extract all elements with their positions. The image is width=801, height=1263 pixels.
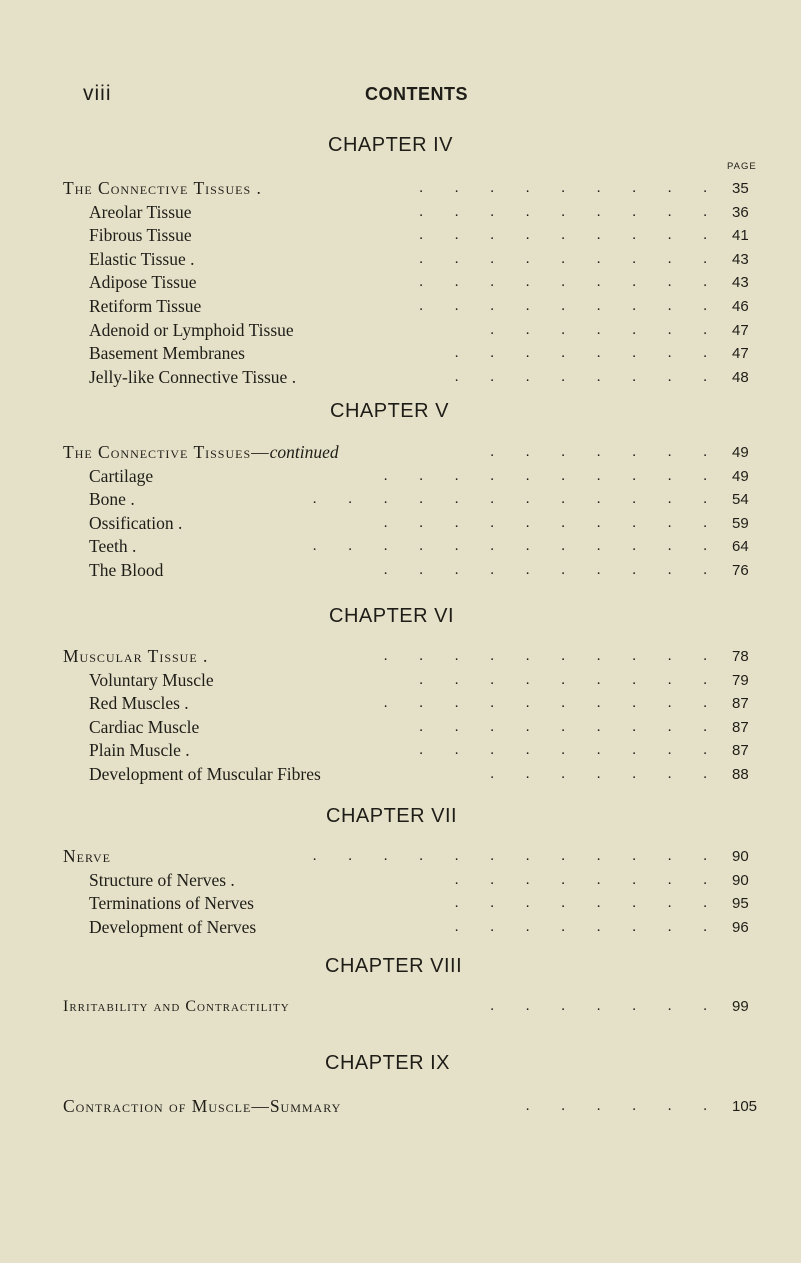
toc-entry[interactable] [0, 645, 801, 669]
toc-entry[interactable] [0, 763, 801, 787]
entry-label: Adenoid or Lymphoid Tissue [89, 319, 294, 340]
page-column-label: PAGE [727, 161, 757, 172]
chapter-heading: CHAPTER V [330, 400, 449, 422]
entry-label: Basement Membranes [89, 343, 245, 364]
leader-dots: . . . . . . . . [454, 368, 721, 385]
entry-page: 43 [732, 250, 749, 268]
entry-label: Elastic Tissue . [89, 248, 195, 269]
toc-entry[interactable] [0, 271, 801, 295]
entry-page: 48 [732, 368, 749, 386]
entry-page: 49 [732, 444, 749, 461]
entry-label: Cardiac Muscle [89, 716, 200, 737]
entry-page: 96 [732, 918, 749, 936]
entry-label: The Connective Tissues . [63, 178, 262, 198]
entry-page: 76 [732, 561, 749, 579]
toc-entry[interactable] [0, 488, 801, 512]
leader-dots: . . . . . . . . . . . . [312, 491, 721, 508]
entry-page: 59 [732, 514, 749, 532]
chapter-heading: CHAPTER IX [325, 1052, 451, 1074]
leader-dots: . . . . . . . . . [419, 742, 721, 759]
leader-dots: . . . . . . . . [454, 918, 721, 935]
toc-entry[interactable] [0, 716, 801, 740]
running-title: CONTENTS [365, 84, 468, 104]
leader-dots: . . . . . . . . . . [383, 467, 721, 484]
toc-entry[interactable] [0, 295, 801, 319]
leader-dots: . . . . . . . . . [419, 203, 721, 220]
toc-entry[interactable] [0, 224, 801, 248]
toc-entry[interactable] [0, 669, 801, 693]
entry-page: 90 [732, 871, 749, 889]
entry-label: Teeth . [89, 536, 137, 557]
entry-label: Bone . [89, 489, 135, 510]
entry-page: 47 [732, 345, 749, 363]
leader-dots: . . . . . . [525, 1098, 721, 1114]
leader-dots: . . . . . . . . . [419, 718, 721, 735]
entry-label: Fibrous Tissue [89, 225, 192, 246]
entry-label: Retiform Tissue [89, 295, 202, 316]
entry-label: Nerve [63, 846, 112, 866]
entry-label: Terminations of Nerves [89, 893, 254, 914]
entry-page: 87 [732, 718, 749, 736]
leader-dots: . . . . . . . [490, 321, 721, 338]
toc-entry[interactable] [0, 845, 801, 869]
leader-dots: . . . . . . . . . . . . [312, 848, 721, 864]
chapter-heading: CHAPTER IV [328, 134, 454, 156]
leader-dots: . . . . . . . . . [419, 180, 721, 196]
entry-page: 41 [732, 227, 749, 245]
leader-dots: . . . . . . . . . . [383, 514, 721, 531]
entry-label: Development of Nerves [89, 916, 257, 937]
entry-page: 90 [732, 848, 749, 865]
entry-page: 54 [732, 491, 749, 509]
entry-label-continued: continued [269, 442, 339, 462]
chapter-heading: CHAPTER VI [329, 605, 455, 627]
toc-entry[interactable] [0, 342, 801, 366]
entry-label: Plain Muscle . [89, 740, 190, 761]
toc-entry[interactable] [0, 995, 801, 1019]
leader-dots: . . . . . . . . [454, 871, 721, 888]
toc-entry[interactable] [0, 535, 801, 559]
entry-page: 79 [732, 671, 749, 689]
entry-page: 43 [732, 274, 749, 292]
toc-entry[interactable] [0, 465, 801, 489]
entry-label: Voluntary Muscle [89, 669, 214, 690]
entry-label: Cartilage [89, 465, 154, 486]
toc-entry[interactable] [0, 366, 801, 390]
leader-dots: . . . . . . . . [454, 345, 721, 362]
toc-entry[interactable] [0, 248, 801, 272]
entry-label: Irritability and Contractility [63, 998, 290, 1015]
toc-entry[interactable] [0, 892, 801, 916]
entry-page: 49 [732, 467, 749, 485]
entry-page: 47 [732, 321, 749, 339]
entry-page: 88 [732, 765, 749, 783]
leader-dots: . . . . . . . . . [419, 227, 721, 244]
toc-entry[interactable] [0, 201, 801, 225]
entry-label: Ossification . [89, 512, 183, 533]
toc-entry[interactable] [0, 1095, 801, 1119]
toc-entry[interactable] [0, 441, 801, 465]
entry-label: Development of Muscular Fibres [89, 763, 321, 784]
toc-entry[interactable] [0, 177, 801, 201]
toc-entry[interactable] [0, 559, 801, 583]
leader-dots: . . . . . . . [490, 765, 721, 782]
entry-label: Jelly-like Connective Tissue . [89, 366, 297, 387]
entry-label [63, 441, 339, 465]
entry-page: 95 [732, 895, 749, 913]
entry-label: Red Muscles . [89, 693, 189, 714]
entry-label: Structure of Nerves . [89, 869, 235, 890]
entry-page: 105 [732, 1098, 758, 1115]
entry-label: Adipose Tissue [89, 272, 197, 293]
leader-dots: . . . . . . . . . . [383, 648, 721, 664]
toc-entry[interactable] [0, 512, 801, 536]
toc-entry[interactable] [0, 869, 801, 893]
entry-page: 64 [732, 538, 749, 556]
toc-entry[interactable] [0, 739, 801, 763]
entry-label-main: The Connective Tissues— [63, 442, 270, 462]
chapter-heading: CHAPTER VIII [325, 955, 463, 977]
leader-dots: . . . . . . . . [454, 895, 721, 912]
entry-label-text: Contraction of Muscle—Summary [63, 1096, 342, 1116]
running-head [63, 78, 763, 108]
entry-page: 87 [732, 695, 749, 713]
page-number: viii [83, 82, 112, 105]
toc-entry[interactable] [0, 319, 801, 343]
entry-label: Muscular Tissue . [63, 646, 209, 666]
entry-page: 99 [732, 998, 749, 1015]
leader-dots: . . . . . . . . . [419, 671, 721, 688]
toc-entry[interactable] [0, 692, 801, 716]
entry-page: 36 [732, 203, 749, 221]
leader-dots: . . . . . . . . . [419, 297, 721, 314]
leader-dots: . . . . . . . . . [419, 250, 721, 267]
chapter-heading: CHAPTER VII [326, 805, 458, 827]
leader-dots: . . . . . . . [490, 998, 721, 1014]
entry-page: 35 [732, 180, 749, 197]
leader-dots: . . . . . . . . . [419, 274, 721, 291]
leader-dots: . . . . . . . . . . [383, 561, 721, 578]
toc-entry[interactable] [0, 916, 801, 940]
leader-dots: . . . . . . . . . . [383, 695, 721, 712]
entry-page: 87 [732, 742, 749, 760]
entry-label: Areolar Tissue [89, 201, 192, 222]
entry-label [63, 1095, 341, 1119]
entry-page: 78 [732, 648, 749, 665]
leader-dots: . . . . . . . [490, 444, 721, 460]
leader-dots: . . . . . . . . . . . . [312, 538, 721, 555]
entry-label: The Blood [89, 559, 164, 580]
entry-page: 46 [732, 297, 749, 315]
